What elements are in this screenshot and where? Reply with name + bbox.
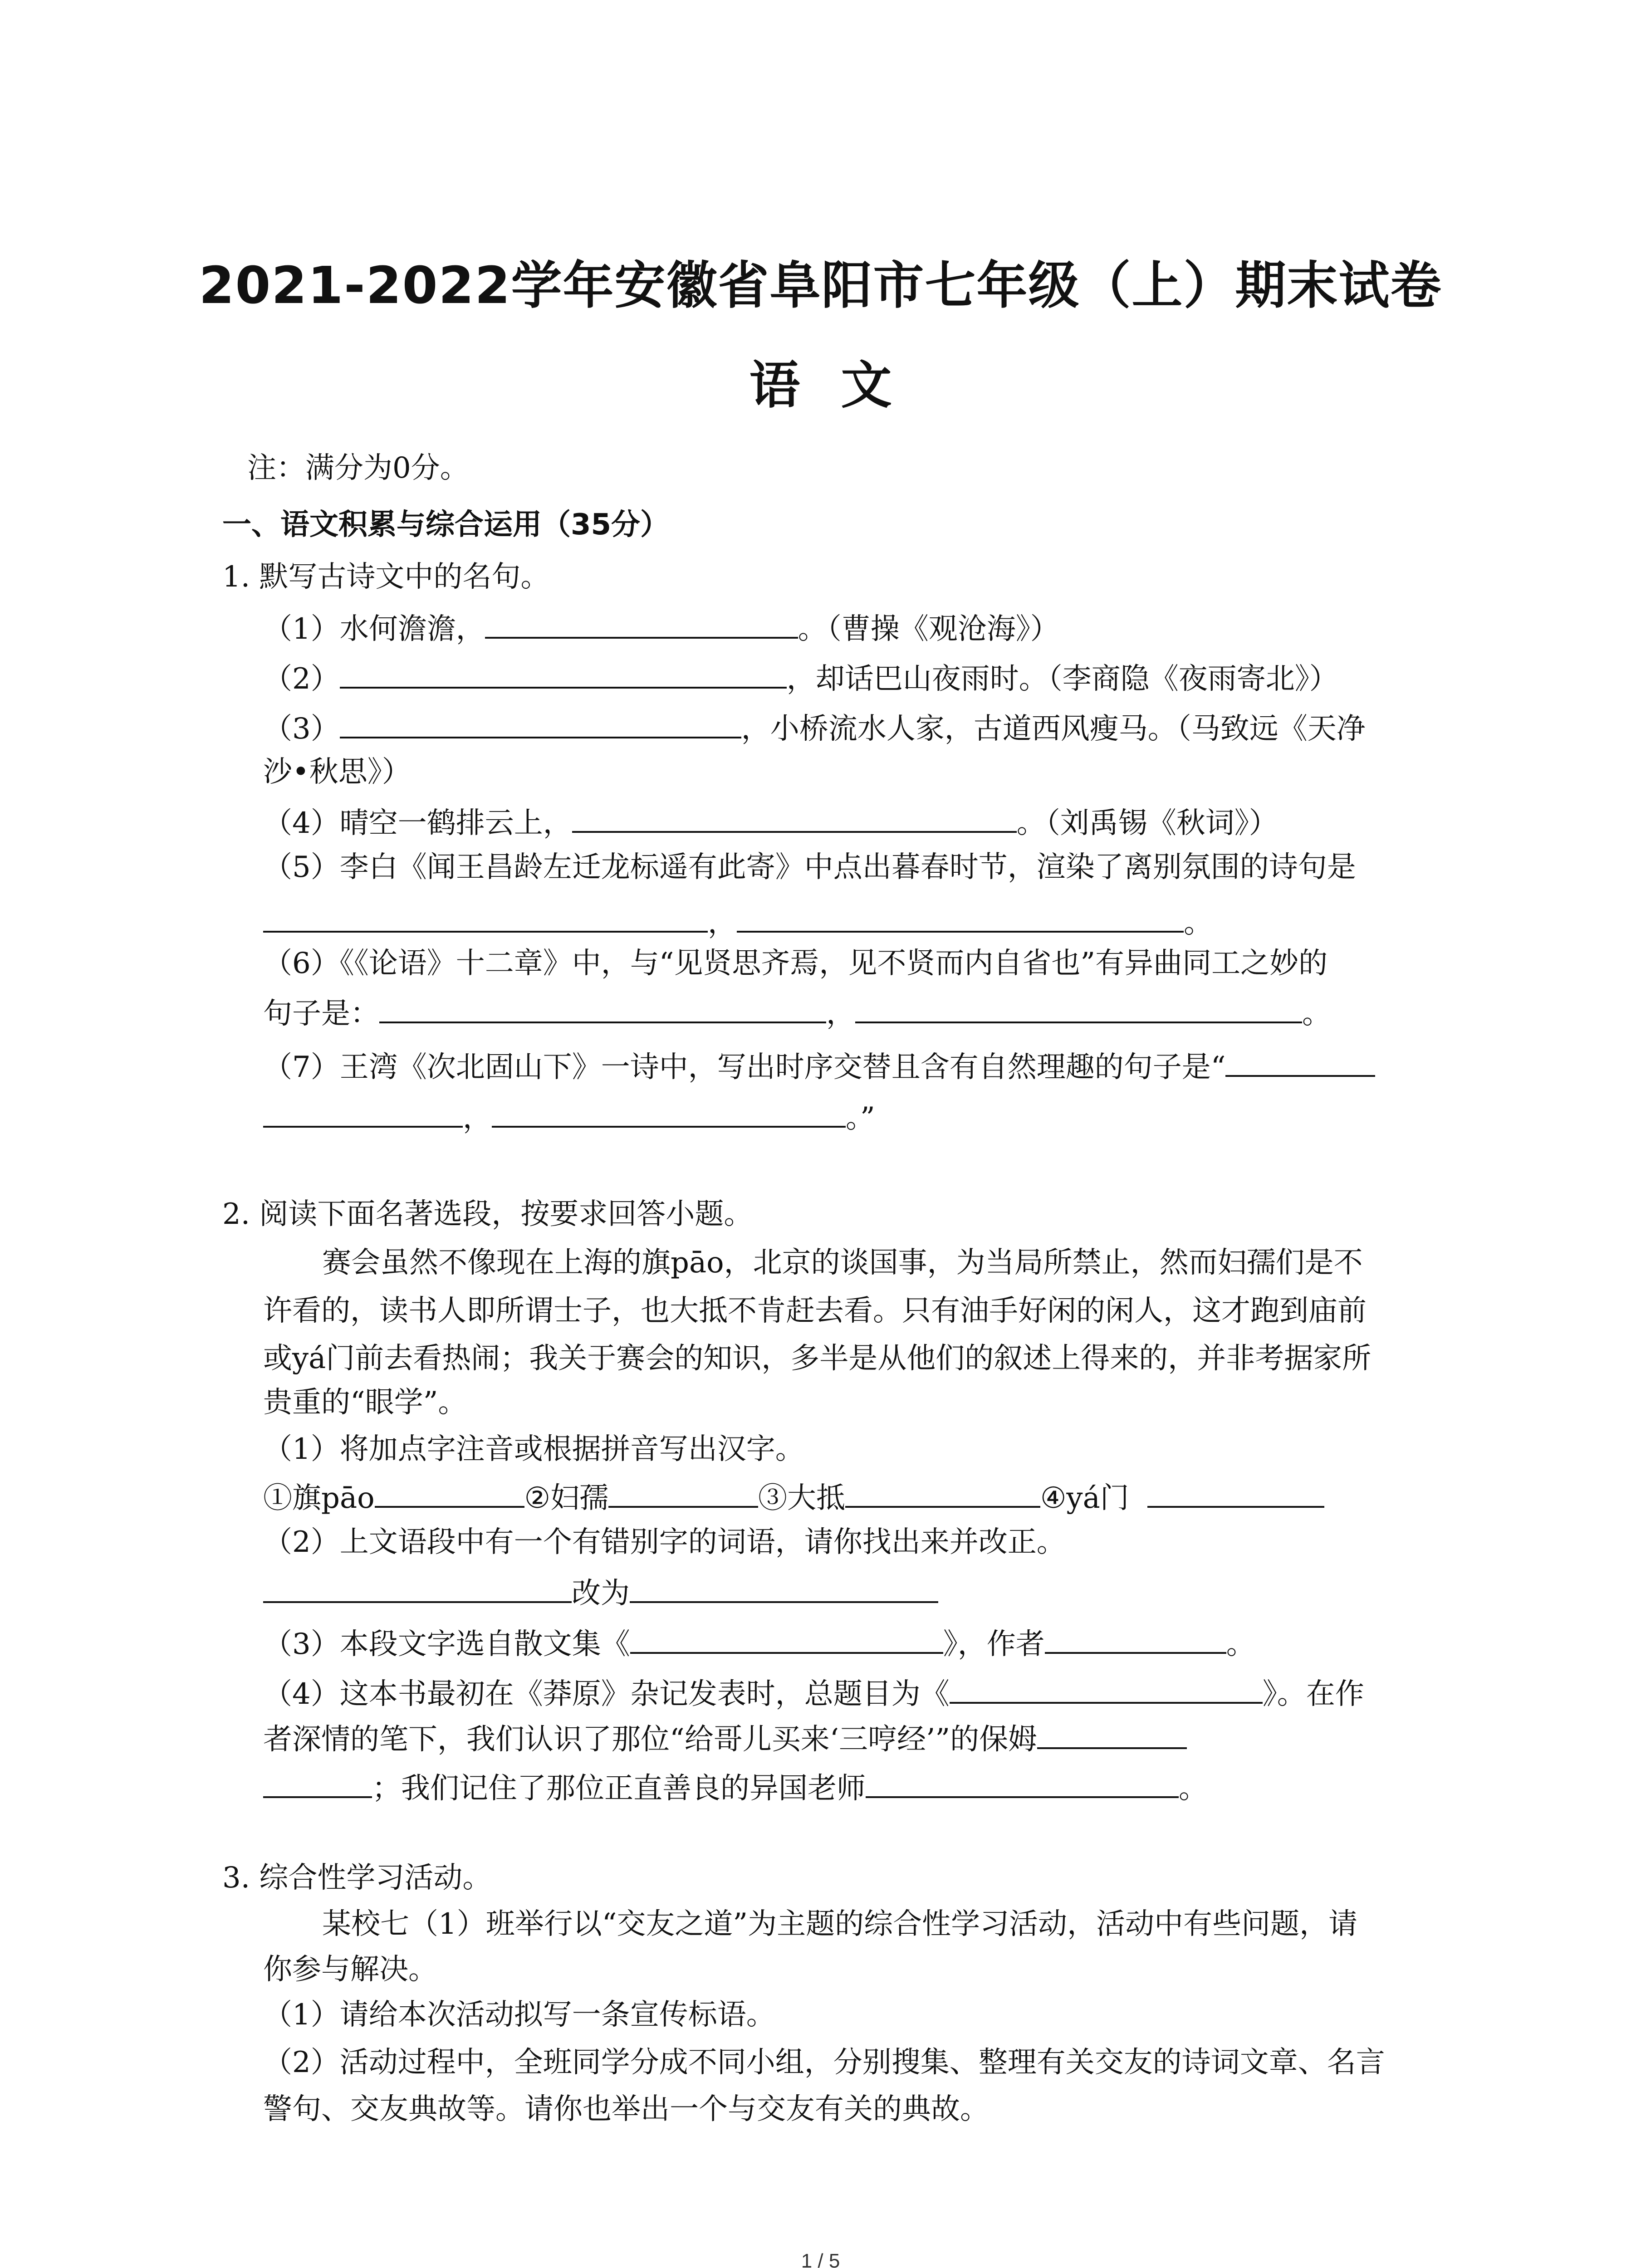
q3-sub-2: （2）活动过程中，全班同学分成不同小组，分别搜集、整理有关交友的诗词文章、名言 bbox=[263, 2046, 1385, 2079]
q1-item-1-blank[interactable] bbox=[485, 613, 798, 639]
q1-item-2-text: （2） bbox=[263, 662, 340, 696]
q2-sub-2-blank-2[interactable] bbox=[630, 1578, 938, 1603]
q2-sub-1: （1）将加点字注音或根据拼音写出汉字。 bbox=[263, 1432, 804, 1466]
q1-item-4 bbox=[263, 807, 1278, 838]
q2-sub-4-blank-1[interactable] bbox=[950, 1678, 1263, 1704]
q2-sub-3-author: 》，作者 bbox=[943, 1628, 1045, 1661]
q2-sub-2-connector: 改为 bbox=[572, 1577, 630, 1610]
q1-item-5-answer bbox=[263, 907, 1213, 938]
q3-sub-1: （1）请给本次活动拟写一条宣传标语。 bbox=[263, 1998, 775, 2032]
q2-passage-line-1: 赛会虽然不像现在上海的旗pāo，北京的谈国事，为当局所禁止，然而妇孺们是不 bbox=[322, 1246, 1363, 1280]
q1-item-7-end: 。” bbox=[846, 1101, 875, 1135]
q2-sub-4-blank-3[interactable] bbox=[263, 1773, 372, 1798]
section-heading: 一、语文积累与综合运用（35分） bbox=[222, 508, 670, 542]
q1-item-7-blank-2[interactable] bbox=[263, 1102, 463, 1128]
q3-stem: 3. 综合性学习活动。 bbox=[222, 1861, 492, 1895]
q2-sub-4-text: （4）这本书最初在《莽原》杂记发表时，总题目为《 bbox=[263, 1677, 950, 1711]
q1-item-6-answer bbox=[263, 997, 1331, 1031]
q2-stem: 2. 阅读下面名著选段，按要求回答小题。 bbox=[222, 1198, 753, 1231]
q1-item-2 bbox=[263, 663, 1338, 694]
q2-sub-4 bbox=[263, 1678, 1364, 1709]
subject-title: 语文 bbox=[749, 356, 933, 415]
q1-item-7-blank-1[interactable] bbox=[1225, 1051, 1375, 1077]
q1-item-4-blank[interactable] bbox=[572, 807, 1017, 833]
q1-item-4-text: （4）晴空一鹤排云上， bbox=[263, 807, 572, 840]
q2-sub-4-blank-4[interactable] bbox=[866, 1773, 1179, 1798]
q1-item-3-source: ，小桥流水人家，古道西风瘦马。（马致远《天净 bbox=[741, 712, 1366, 746]
q2-option-4-blank[interactable] bbox=[1147, 1482, 1324, 1508]
q1-item-5-blank-1[interactable] bbox=[263, 907, 708, 933]
q2-sub-3 bbox=[263, 1628, 1255, 1659]
q2-sub-2-answer bbox=[263, 1578, 938, 1608]
q1-item-6-period: 。 bbox=[1302, 997, 1331, 1031]
q2-sub-4-teacher: ；我们记住了那位正直善良的异国老师 bbox=[372, 1772, 866, 1805]
score-note: 注：满分为0分。 bbox=[247, 451, 469, 485]
q2-passage-line-3: 或yá门前去看热闹；我关于赛会的知识，多半是从他们的叙述上得来的，并非考据家所 bbox=[263, 1342, 1372, 1375]
q1-item-1-source: 。（曹操《观沧海》） bbox=[798, 612, 1059, 646]
page-number: 1 / 5 bbox=[801, 2250, 840, 2268]
q1-item-2-source: ，却话巴山夜雨时。（李商隐《夜雨寄北》） bbox=[786, 662, 1338, 696]
q1-item-7-text: （7）王湾《次北固山下》一诗中，写出时序交替且含有自然理趣的句子是“ bbox=[263, 1051, 1226, 1084]
q1-stem: 1. 默写古诗文中的名句。 bbox=[222, 560, 550, 594]
q1-item-5: （5）李白《闻王昌龄左迁龙标遥有此寄》中点出暮春时节，渲染了离别氛围的诗句是 bbox=[263, 850, 1356, 884]
q2-sub-2: （2）上文语段中有一个有错别字的词语，请你找出来并改正。 bbox=[263, 1525, 1066, 1559]
q3-passage-line-1: 某校七（1）班举行以“交友之道”为主题的综合性学习活动，活动中有些问题，请 bbox=[322, 1907, 1358, 1941]
q1-item-6-comma: ， bbox=[826, 997, 855, 1031]
q2-sub-1-options bbox=[263, 1482, 1324, 1513]
q1-item-3-text: （3） bbox=[263, 712, 340, 746]
q2-sub-4-line-2 bbox=[263, 1724, 1187, 1754]
q1-item-7-blank-3[interactable] bbox=[492, 1102, 846, 1128]
q2-sub-4-cont: 》。在作 bbox=[1262, 1677, 1364, 1711]
q2-option-3: ③大抵 bbox=[758, 1481, 846, 1515]
q2-option-2: ②妇孺 bbox=[524, 1481, 609, 1515]
q1-item-5-period: 。 bbox=[1184, 906, 1213, 940]
exam-title: 2021-2022学年安徽省阜阳市七年级（上）期末试卷 bbox=[199, 256, 1442, 315]
q2-sub-3-text: （3）本段文字选自散文集《 bbox=[263, 1628, 630, 1661]
q3-passage-line-2: 你参与解决。 bbox=[263, 1953, 437, 1986]
q2-sub-3-blank-2[interactable] bbox=[1045, 1628, 1226, 1654]
q1-item-3 bbox=[263, 712, 1366, 746]
q2-sub-2-blank-1[interactable] bbox=[263, 1578, 572, 1603]
q1-item-6-blank-2[interactable] bbox=[855, 998, 1302, 1023]
q1-item-7-answer bbox=[263, 1102, 875, 1133]
q1-item-2-blank[interactable] bbox=[340, 663, 787, 689]
q2-option-1-blank[interactable] bbox=[375, 1482, 524, 1508]
q1-item-1-text: （1）水何澹澹， bbox=[263, 612, 485, 646]
q2-option-4: ④yá门 bbox=[1040, 1481, 1129, 1515]
q1-item-7 bbox=[263, 1051, 1375, 1082]
q1-item-6-blank-1[interactable] bbox=[379, 998, 826, 1023]
q1-item-4-source: 。（刘禹锡《秋词》） bbox=[1016, 807, 1278, 840]
q2-sub-4-blank-2[interactable] bbox=[1037, 1724, 1187, 1749]
q2-sub-3-blank-1[interactable] bbox=[630, 1628, 943, 1654]
q2-sub-4-line-3 bbox=[263, 1773, 1208, 1803]
q3-sub-2-line-2: 警句、交友典故等。请你也举出一个与交友有关的典故。 bbox=[263, 2092, 989, 2126]
q1-item-3-blank[interactable] bbox=[340, 713, 741, 738]
q1-item-3-cont: 沙•秋思》） bbox=[263, 755, 411, 789]
q1-item-5-comma: ， bbox=[708, 906, 737, 940]
q1-item-7-comma: ， bbox=[463, 1101, 492, 1135]
q2-passage-line-2: 许看的，读书人即所谓士子，也大抵不肯赶去看。只有油手好闲的闲人，这才跑到庙前 bbox=[263, 1294, 1367, 1328]
q1-item-6: （6）《《论语》十二章》中，与“见贤思齐焉，见不贤而内自省也”有异曲同工之妙的 bbox=[263, 947, 1328, 980]
q1-item-6-lead: 句子是： bbox=[263, 997, 379, 1031]
q1-item-5-blank-2[interactable] bbox=[737, 907, 1184, 933]
q2-sub-4-end: 。 bbox=[1179, 1772, 1208, 1805]
q2-option-3-blank[interactable] bbox=[845, 1482, 1040, 1508]
q2-sub-4-nanny: 者深情的笔下，我们认识了那位“给哥儿买来‘三哼经’”的保姆 bbox=[263, 1723, 1038, 1756]
q2-sub-3-end: 。 bbox=[1226, 1628, 1255, 1661]
q2-option-1: ①旗pāo bbox=[263, 1481, 375, 1515]
q2-option-2-blank[interactable] bbox=[608, 1482, 758, 1508]
q1-item-1 bbox=[263, 613, 1059, 644]
q2-passage-line-4: 贵重的“眼学”。 bbox=[263, 1386, 467, 1419]
